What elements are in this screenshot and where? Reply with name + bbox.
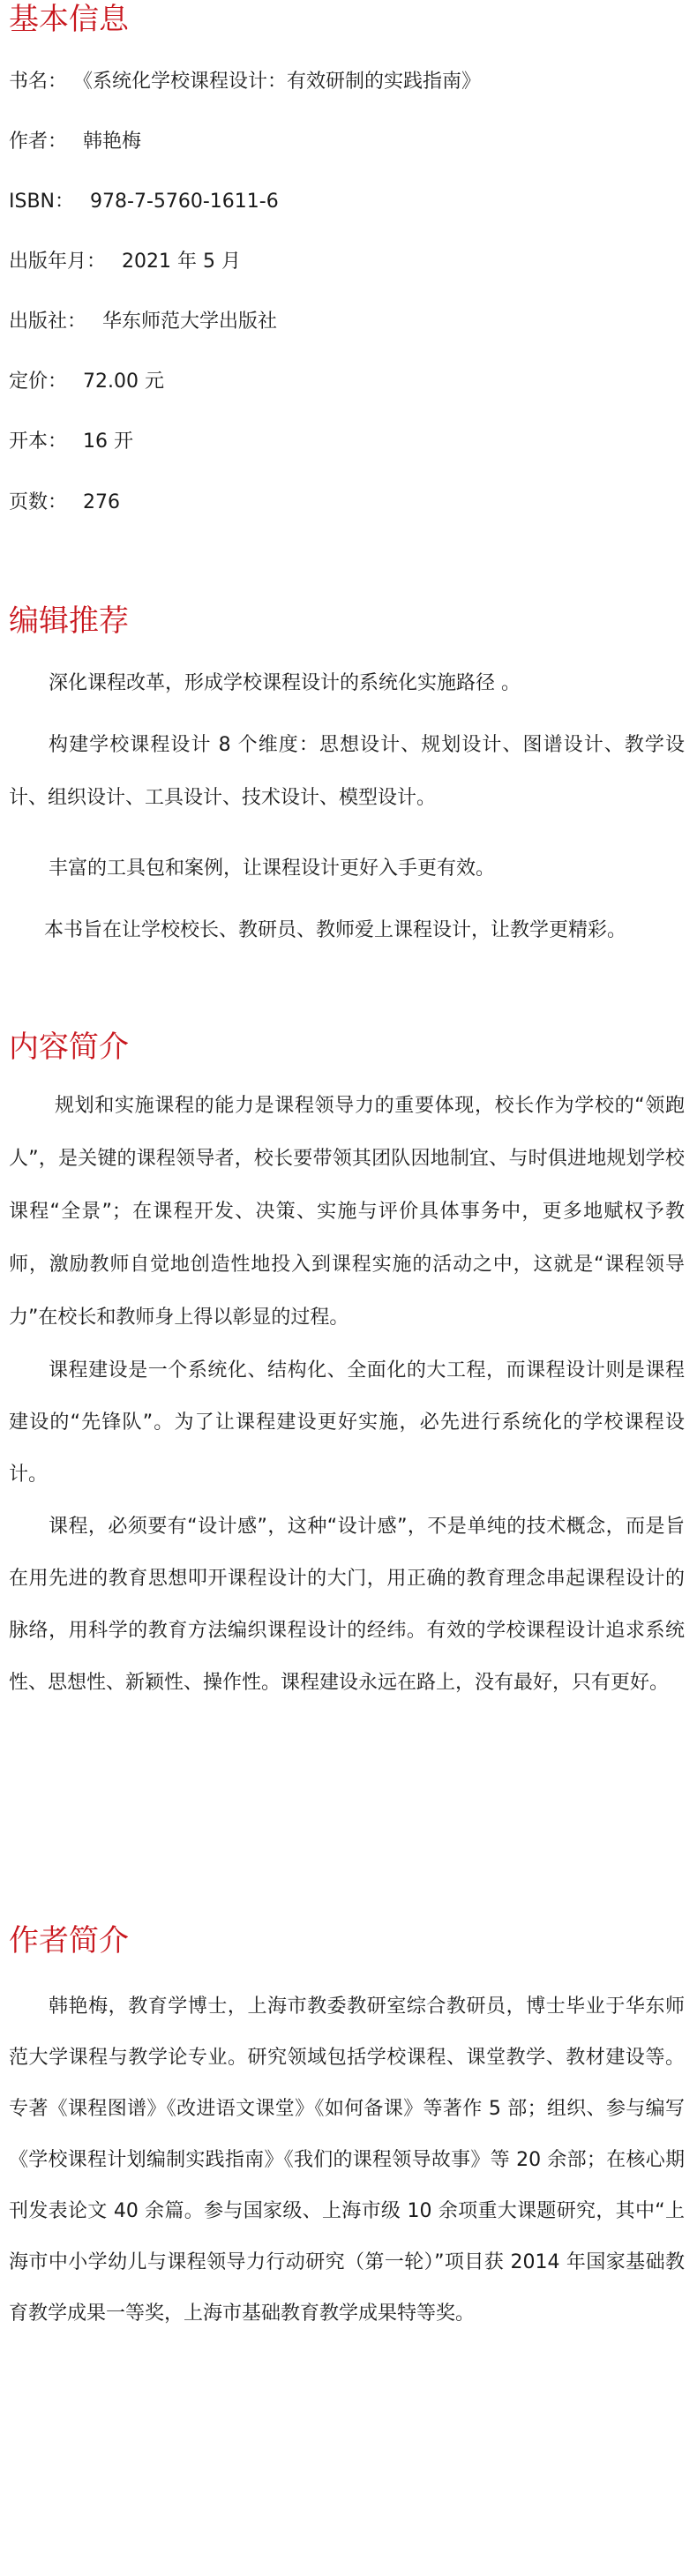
recommendation-paragraph: 丰富的工具包和案例，让课程设计更好入手更有效。 xyxy=(49,857,496,880)
info-value: 16 开 xyxy=(83,431,134,453)
info-label: 定价： xyxy=(9,371,68,393)
author-intro-heading: 作者简介 xyxy=(9,1923,129,1958)
info-value: 72.00 元 xyxy=(83,371,164,393)
recommendation-paragraph: 深化课程改革，形成学校课程设计的系统化实施路径 。 xyxy=(49,672,521,694)
content-summary-heading: 内容简介 xyxy=(9,1030,129,1065)
info-row-pubdate xyxy=(9,249,241,275)
author-paragraph: 韩艳梅，教育学博士，上海市教委教研室综合教研员，博士毕业于华东师范大学课程与教学论专业。研究领域包括学校课程、课堂教学、教材建设等。专著《课程图谱》《改进语文课堂》《如何备课》等著作 5 部；组织、参与编写《学校课程计划编制实践指南》《我们的课程领导故事》等 20 余部；在核心期刊发表论文 40 余篇。参与国家级、上海市级 10 余项重大课题研究，其中“上海市中小学幼儿与课程领导力行动研究（第一轮）”项目获 2014 年国家基础教育教学成果一等奖，上海市基础教育教学成果特等奖。 xyxy=(9,1996,685,2325)
info-row-publisher xyxy=(9,309,277,335)
info-label: 作者： xyxy=(9,131,68,153)
info-label: 开本： xyxy=(9,431,68,453)
info-label: 页数： xyxy=(9,491,68,513)
info-row-price xyxy=(9,369,164,395)
info-label: ISBN： xyxy=(9,191,75,213)
editor-recommendation-heading: 编辑推荐 xyxy=(9,603,129,639)
info-value: 韩艳梅 xyxy=(83,131,142,153)
summary-paragraph: 课程建设是一个系统化、结构化、全面化的大工程，而课程设计则是课程建设的“先锋队”。为了让课程建设更好实施，必先进行系统化的学校课程设计。 xyxy=(9,1359,685,1486)
info-value: 276 xyxy=(83,491,121,513)
info-row-pages xyxy=(9,490,120,516)
summary-paragraph: 课程，必须要有“设计感”，这种“设计感”，不是单纯的技术概念，而是旨在用先进的教育思想叩开课程设计的大门，用正确的教育理念串起课程设计的脉络，用科学的教育方法编织课程设计的经纬。有效的学校课程设计追求系统性、思想性、新颖性、操作性。课程建设永远在路上，没有最好，只有更好。 xyxy=(9,1516,685,1694)
info-row-format xyxy=(9,429,133,455)
info-value: 《系统化学校课程设计：有效研制的实践指南》 xyxy=(83,71,482,93)
recommendation-paragraph: 构建学校课程设计 8 个维度：思想设计、规划设计、图谱设计、教学设计、组织设计、工具设计、技术设计、模型设计。 xyxy=(9,734,685,809)
info-value: 华东师范大学出版社 xyxy=(102,311,278,333)
info-value: 2021 年 5 月 xyxy=(122,251,241,273)
info-row-author xyxy=(9,129,141,155)
info-row-title xyxy=(9,69,481,95)
recommendation-paragraph: 本书旨在让学校校长、教研员、教师爱上课程设计，让教学更精彩。 xyxy=(44,919,627,941)
info-value: 978-7-5760-1611-6 xyxy=(90,191,279,213)
basic-info-heading: 基本信息 xyxy=(9,2,129,37)
info-label: 书名： xyxy=(9,71,68,93)
summary-paragraph: 规划和实施课程的能力是课程领导力的重要体现，校长作为学校的“领跑人”，是关键的课程领导者，校长要带领其团队因地制宜、与时俱进地规划学校课程“全景”；在课程开发、决策、实施与评价具体事务中，更多地赋权予教师，激励教师自觉地创造性地投入到课程实施的活动之中，这就是“课程领导力”在校长和教师身上得以彰显的过程。 xyxy=(9,1095,685,1329)
info-label: 出版社： xyxy=(9,311,87,333)
info-label: 出版年月： xyxy=(9,251,107,273)
info-row-isbn xyxy=(9,189,279,215)
